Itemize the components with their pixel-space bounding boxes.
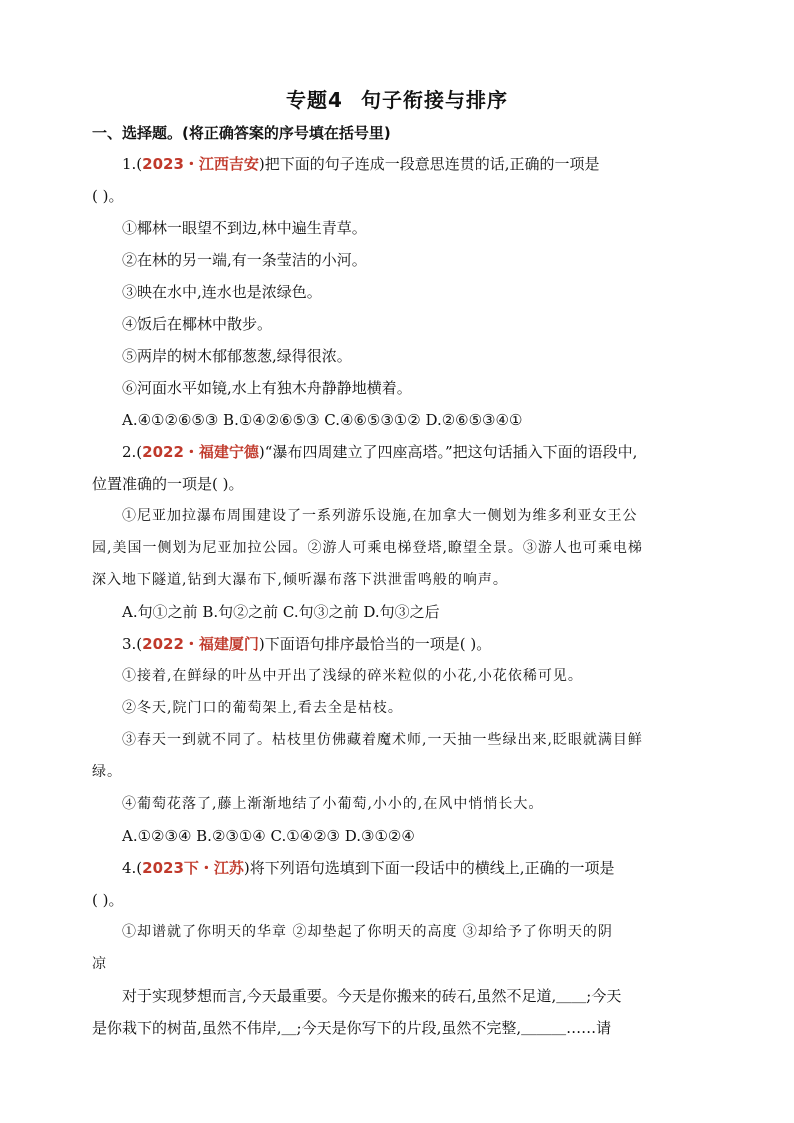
- q2-source: 2022・福建宁德: [142, 443, 259, 461]
- q1-sentence-5: ⑤两岸的树木郁郁葱葱,绿得很浓。: [122, 347, 352, 365]
- q2-passage-line-1: ①尼亚加拉瀑布周围建设了一系列游乐设施,在加拿大一侧划为维多利亚女王公: [122, 508, 638, 524]
- q1-stem: [122, 154, 600, 174]
- q1-number: 1.(: [122, 155, 143, 173]
- q3-sentence-2: ②冬天,院门口的葡萄架上,看去全是枯枝。: [122, 700, 403, 716]
- q3-stem-text: )下面语句排序最恰当的一项是( )。: [258, 635, 492, 653]
- q2-passage-line-2: 园,美国一侧划为尼亚加拉公园。②游人可乘电梯登塔,瞭望全景。③游人也可乘电梯: [92, 540, 643, 556]
- q4-stem-text: )将下列语句选填到下面一段话中的横线上,正确的一项是: [243, 859, 615, 877]
- q1-options: A.④①②⑥⑤③ B.①④②⑥⑤③ C.④⑥⑤③①② D.②⑥⑤③④①: [122, 411, 523, 429]
- q4-answer-paren: ( )。: [92, 891, 124, 909]
- q2-options: A.句①之前 B.句②之前 C.句③之前 D.句③之后: [122, 603, 440, 621]
- q3-number: 3.(: [122, 635, 143, 653]
- q1-sentence-1: ①椰林一眼望不到边,林中遍生青草。: [122, 219, 367, 237]
- q3-sentence-4: ④葡萄花落了,藤上渐渐地结了小葡萄,小小的,在风中悄悄长大。: [122, 796, 544, 812]
- q3-sentence-1: ①接着,在鲜绿的叶丛中开出了浅绿的碎米粒似的小花,小花依稀可见。: [122, 668, 583, 684]
- q2-passage-line-3: 深入地下隧道,钻到大瀑布下,倾听瀑布落下洪泄雷鸣般的响声。: [92, 572, 508, 588]
- q3-stem: [122, 634, 491, 654]
- q1-sentence-3: ③映在水中,连水也是浓绿色。: [122, 283, 322, 301]
- q2-stem-line-2: 位置准确的一项是( )。: [92, 475, 244, 493]
- q3-sentence-3: ③春天一到就不同了。枯枝里仿佛藏着魔术师,一天抽一些绿出来,眨眼就满目鲜: [122, 732, 643, 748]
- q4-choices-cont: 凉: [92, 956, 107, 972]
- q4-choices: ①却谱就了你明天的华章 ②却垫起了你明天的高度 ③却给予了你明天的阴: [122, 924, 613, 940]
- title-topic-name: 句子衔接与排序: [360, 88, 508, 112]
- page-title: [0, 84, 794, 113]
- q1-source: 2023・江西吉安: [142, 155, 259, 173]
- q1-sentence-2: ②在林的另一端,有一条莹洁的小河。: [122, 251, 367, 269]
- q4-source: 2023下・江苏: [142, 859, 244, 877]
- q2-stem-text: )“瀑布四周建立了四座高塔。”把这句话插入下面的语段中,: [258, 443, 638, 461]
- q2-number: 2.(: [122, 443, 143, 461]
- q1-stem-text: )把下面的句子连成一段意思连贯的话,正确的一项是: [258, 155, 600, 173]
- q1-answer-paren: ( )。: [92, 187, 124, 205]
- q4-number: 4.(: [122, 859, 143, 877]
- q1-sentence-6: ⑥河面水平如镜,水上有独木舟静静地横着。: [122, 379, 412, 397]
- q3-sentence-3-cont: 绿。: [92, 764, 122, 780]
- q4-passage-line-2: 是你栽下的树苗,虽然不伟岸,＿;今天是你写下的片段,虽然不完整,＿＿＿……请: [92, 1019, 612, 1037]
- q1-sentence-4: ④饭后在椰林中散步。: [122, 315, 273, 333]
- q4-passage-line-1: 对于实现梦想而言,今天最重要。今天是你搬来的砖石,虽然不足道,＿＿;今天: [122, 987, 622, 1005]
- q3-source: 2022・福建厦门: [142, 635, 259, 653]
- section-heading: 一、选择题。(将正确答案的序号填在括号里): [92, 124, 391, 142]
- q3-options: A.①②③④ B.②③①④ C.①④②③ D.③①②④: [122, 827, 415, 845]
- title-topic-number: 专题4: [286, 88, 343, 112]
- q4-stem: [122, 858, 615, 878]
- q2-stem: [122, 442, 637, 462]
